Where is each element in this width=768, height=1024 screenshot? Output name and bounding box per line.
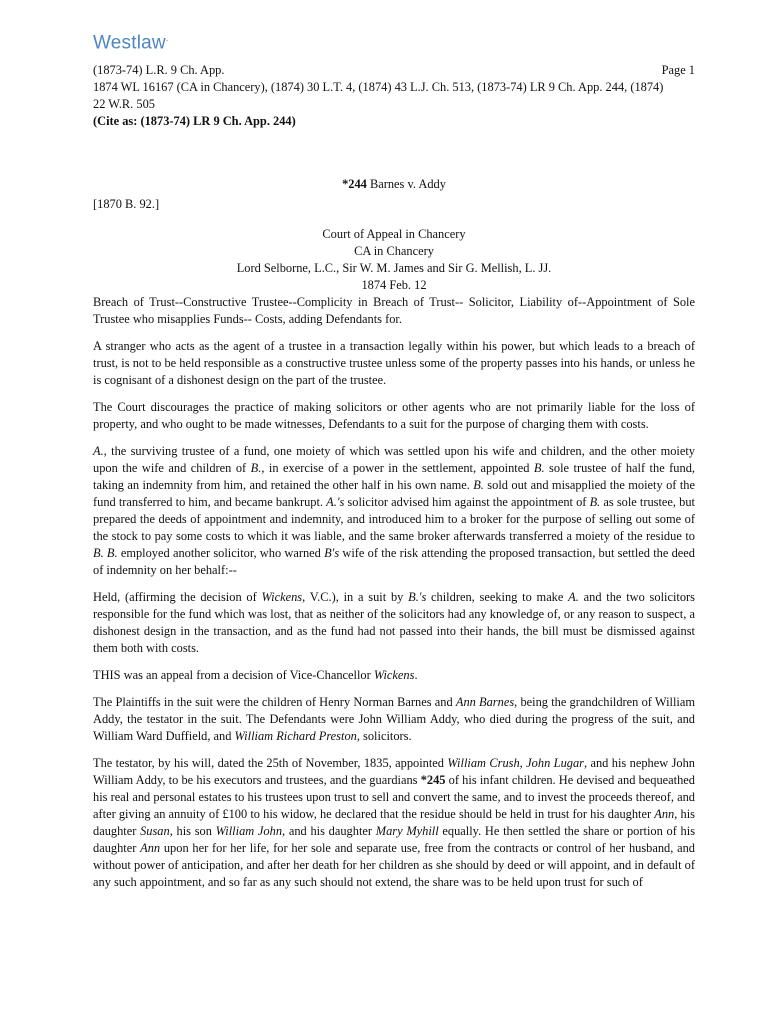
text-run: , and his daughter bbox=[282, 824, 376, 838]
will-paragraph bbox=[93, 755, 695, 891]
text-run: , in exercise of a power in the settlement, appointed bbox=[261, 461, 534, 475]
case-title bbox=[93, 176, 695, 193]
citation-left: (1873-74) L.R. 9 Ch. App. bbox=[93, 63, 225, 77]
text-run: , the surviving trustee of a fund, one moiety of which was settled upon his wife and children, and the other moiety upon the wife and children of bbox=[93, 444, 695, 475]
holding bbox=[93, 589, 695, 657]
party-b: B.'s bbox=[408, 590, 427, 604]
text-run: equally. He then settled the share or portion of his daughter bbox=[93, 824, 696, 855]
person-name: William Richard Preston bbox=[234, 729, 357, 743]
star-page-245: *245 bbox=[420, 773, 446, 787]
text-run: sold out and misapplied the moiety of the fund transferred to him, and became bankrupt. bbox=[93, 478, 695, 509]
judges: Lord Selborne, L.C., Sir W. M. James and Sir G. Mellish, L. JJ. bbox=[236, 261, 552, 275]
party-b: B. bbox=[589, 495, 601, 509]
person-name: William John bbox=[215, 824, 283, 838]
logo-text: Westlaw bbox=[93, 32, 166, 54]
parties-paragraph bbox=[93, 694, 695, 745]
party-b: B. B. bbox=[93, 546, 118, 560]
text-run: The testator, by his will, dated the 25th of November, 1835, appointed bbox=[93, 756, 448, 770]
appeal-intro bbox=[93, 667, 695, 684]
text-run: , his daughter bbox=[93, 807, 695, 838]
page-number: Page 1 bbox=[661, 63, 695, 77]
docket-number: [1870 B. 92.] bbox=[93, 197, 160, 211]
text-run: , solicitors. bbox=[356, 729, 412, 743]
keywords: Breach of Trust--Constructive Trustee--Complicity in Breach of Trust-- Solicitor, Liability of--Appointment of Sole Trustee who misapplies Funds-- Costs, adding Defendants for. bbox=[93, 295, 695, 326]
text-run: The Plaintiffs in the suit were the children of Henry Norman Barnes and bbox=[93, 695, 456, 709]
text-run: wife of the risk attending the proposed transaction, but settled the deed of indemnity on her behalf:-- bbox=[93, 546, 695, 577]
text-run: , being the grandchildren of William Addy, the testator in the suit. The Defendants were John William Addy, who died during the progress of the suit, and William Ward Duffield, and bbox=[93, 695, 695, 743]
judge-name: Wickens bbox=[373, 668, 415, 682]
person-name: Ann Barnes bbox=[455, 695, 515, 709]
person-name: Mary Myhill bbox=[375, 824, 439, 838]
text-run: of his infant children. He devised and bequeathed his real and personal estates to his trustees upon trust to sell and convert the same, and to invest the proceeds thereof, and after giving an annuity of £100 to his widow, he declared that the residue should be held in trust for his daughter bbox=[93, 773, 695, 821]
citation-line-2: 1874 WL 16167 (CA in Chancery), (1874) 30 L.T. 4, (1874) 43 L.J. Ch. 513, (1873-74) LR 9 Ch. App. 244, (1874) bbox=[93, 80, 664, 94]
headnote-2: The Court discourages the practice of making solicitors or other agents who are not primarily liable for the loss of property, and who ought to be made witnesses, Defendants to a suit for the purpose of charging them with costs. bbox=[93, 400, 695, 431]
document-body bbox=[93, 176, 695, 891]
party-a: A.'s bbox=[326, 495, 345, 509]
text-run: , his son bbox=[169, 824, 216, 838]
decision-date: 1874 Feb. 12 bbox=[361, 278, 427, 292]
text-run: and the two solicitors responsible for the fund which was lost, that as neither of the solicitors had any knowledge of, or any reason to suspect, a dishonest design in the transaction, and as the fund had not passed into their hands, the bill must be dismissed against them both with costs. bbox=[93, 590, 695, 655]
court-abbrev: CA in Chancery bbox=[354, 244, 434, 258]
text-run: employed another solicitor, who warned bbox=[117, 546, 325, 560]
headnote-1: A stranger who acts as the agent of a trustee in a transaction legally within his power, but which leads to a breach of trust, is not to be held responsible as a constructive trustee unless some of the property passes into his hands, or unless he is cognisant of a dishonest design on the part of the trustee. bbox=[93, 339, 695, 387]
text-run: , V.C.), in a suit by bbox=[302, 590, 409, 604]
text-run: , and his nephew John William Addy, to be his executors and trustees, and the guardians bbox=[93, 756, 696, 787]
citation-row-1 bbox=[93, 62, 695, 79]
person-name: Susan bbox=[140, 824, 170, 838]
text-run: as sole trustee, but prepared the deeds of appointment and indemnity, and introduced him to a broker for the purpose of selling out some of the stock to pay some costs to which it was liable, and the same broker afterwards transferred a moiety of the residue to bbox=[93, 495, 695, 543]
text-run: Held, (affirming the decision of bbox=[93, 590, 262, 604]
citation-line-3: 22 W.R. 505 bbox=[93, 97, 155, 111]
cite-as: (Cite as: (1873-74) LR 9 Ch. App. 244) bbox=[93, 114, 296, 128]
text-run: THIS was an appeal from a decision of Vice-Chancellor bbox=[93, 668, 374, 682]
party-b: B. bbox=[533, 461, 545, 475]
person-name: Ann bbox=[654, 807, 675, 821]
star-page-244: *244 bbox=[342, 177, 367, 191]
text-run: solicitor advised him against the appointment of bbox=[344, 495, 590, 509]
person-name: Ann bbox=[140, 841, 161, 855]
text-run: upon her for her life, for her sole and separate use, free from the contracts or control of her husband, and without power of anticipation, and after her death for her children as she should by deed or will appoint, and in default of any such appointment, and so far as any such should not extend, the share was to be held upon trust for such of bbox=[93, 841, 696, 889]
judge-name: Wickens bbox=[261, 590, 303, 604]
text-run: sole trustee of half the fund, taking an indemnity from him, and retained the other half in his own name. bbox=[93, 461, 695, 492]
party-a: A. bbox=[93, 444, 104, 458]
court-name: Court of Appeal in Chancery bbox=[322, 227, 466, 241]
person-name: William Crush, John Lugar bbox=[447, 756, 584, 770]
text-run: children, seeking to make bbox=[426, 590, 569, 604]
party-b: B. bbox=[250, 461, 262, 475]
westlaw-logo bbox=[93, 30, 169, 54]
text-run: . bbox=[414, 668, 418, 682]
case-name: Barnes v. Addy bbox=[369, 177, 446, 191]
headnote-3 bbox=[93, 443, 695, 579]
citation-header bbox=[93, 62, 695, 130]
logo-dot: . bbox=[165, 33, 169, 43]
party-b: B's bbox=[324, 546, 340, 560]
party-b: B. bbox=[473, 478, 484, 492]
party-a: A. bbox=[568, 590, 579, 604]
